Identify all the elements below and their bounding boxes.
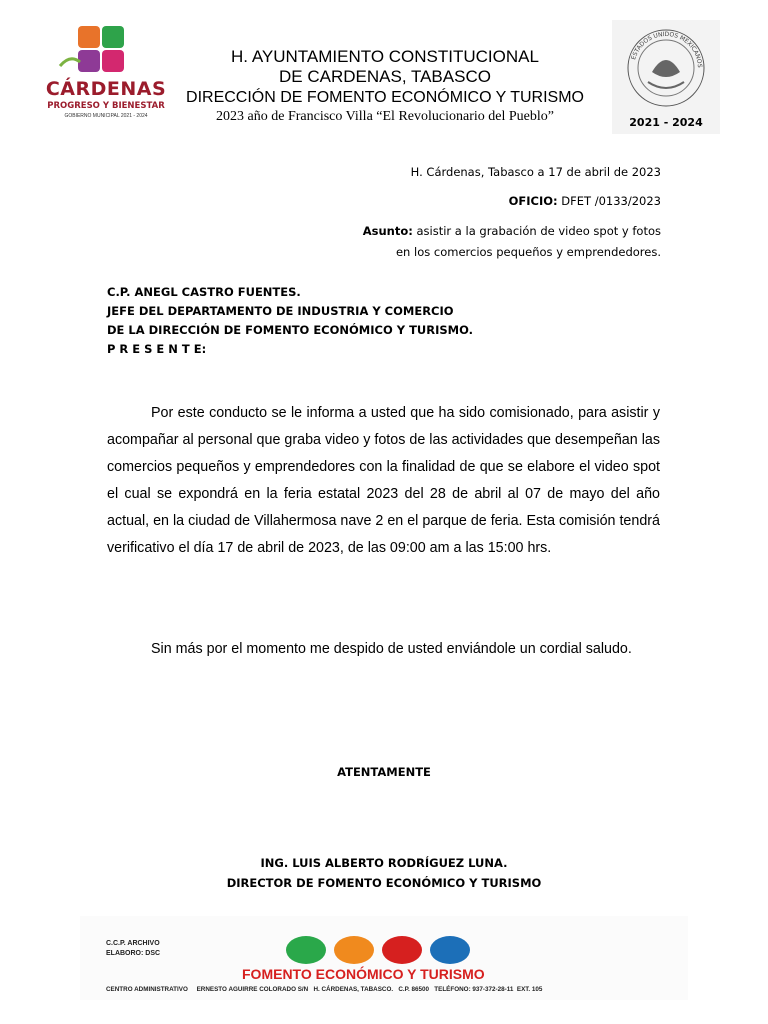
footer-ccp: C.C.P. ARCHIVO [106, 940, 160, 947]
asunto-label: Asunto: [362, 224, 413, 238]
header-line-2: DE CARDENAS, TABASCO [279, 67, 491, 86]
seal-text: ESTADOS UNIDOS MEXICANOS [630, 30, 704, 68]
logo-name: CÁRDENAS [45, 78, 167, 100]
logo-subtitle: GOBIERNO MUNICIPAL 2021 - 2024 [64, 113, 148, 119]
recipient-block [107, 283, 473, 359]
footer-brand: FOMENTO ECONÓMICO Y TURISMO [242, 966, 485, 982]
asunto-line-1 [363, 224, 661, 238]
seal-period: 2021 - 2024 [629, 116, 703, 129]
mexico-seal [612, 20, 720, 134]
recipient-name: C.P. ANEGL CASTRO FUENTES. [107, 285, 301, 299]
asunto-text-1: asistir a la grabación de video spot y fotos [416, 224, 661, 238]
gear-icon [382, 936, 422, 964]
store-icon [286, 936, 326, 964]
atentamente: ATENTAMENTE [337, 765, 431, 779]
national-seal-icon [612, 20, 720, 112]
body-paragraph-2: Sin más por el momento me despido de usted enviándole un cordial saludo. [151, 641, 632, 657]
oficio-line [509, 194, 661, 208]
signer-title: DIRECTOR DE FOMENTO ECONÓMICO Y TURISMO [226, 876, 542, 890]
footer-address: CENTRO ADMINISTRATIVO ERNESTO AGUIRRE COLORADO S/N H. CÁRDENAS, TABASCO. C.P. 86500 TELÉFONO: 937-372-28-11 EXT. 105 [106, 986, 543, 993]
footer-elaboro: ELABORO: DSC [106, 950, 161, 957]
recipient-title-1: JEFE DEL DEPARTAMENTO DE INDUSTRIA Y COMERCIO [107, 304, 454, 318]
date-line: H. Cárdenas, Tabasco a 17 de abril de 2023 [410, 165, 661, 179]
recipient-title-2: DE LA DIRECCIÓN DE FOMENTO ECONÓMICO Y TURISMO. [107, 323, 474, 337]
oficio-value: DFET /0133/2023 [561, 194, 661, 208]
header-line-1: H. AYUNTAMIENTO CONSTITUCIONAL [231, 47, 539, 66]
header-line-3: DIRECCIÓN DE FOMENTO ECONÓMICO Y TURISMO [186, 89, 584, 106]
oficio-label: OFICIO: [508, 194, 558, 208]
footer [80, 916, 688, 1000]
body-paragraph-1: Por este conducto se le informa a usted que ha sido comisionado, para asistir y acompañar al personal que graba video y fotos de las actividades que desempeñan las comercios pequeños y emprendedores con la finalidad de que se elabore el video spot el cual se expondrá en la feria estatal 2023 del 28 de abril al 07 de mayo del año actual, en la ciudad de Villahermosa nave 2 en el parque de feria. Esta comisión tendrá verificativo el día 17 de abril de 2023, de las 09:00 am a las 15:00 hrs. [107, 405, 660, 556]
header-line-4: 2023 año de Francisco Villa “El Revolucionario del Pueblo” [216, 109, 554, 124]
signer-name: ING. LUIS ALBERTO RODRÍGUEZ LUNA. [260, 856, 508, 870]
cardenas-logo [40, 22, 168, 128]
recipient-presente: P R E S E N T E: [107, 342, 207, 356]
asunto-text-2: en los comercios pequeños y emprendedores. [395, 245, 661, 259]
palm-beach-icon [430, 936, 470, 964]
growth-chart-icon [334, 936, 374, 964]
logo-tagline: PROGRESO Y BIENESTAR [47, 101, 165, 111]
